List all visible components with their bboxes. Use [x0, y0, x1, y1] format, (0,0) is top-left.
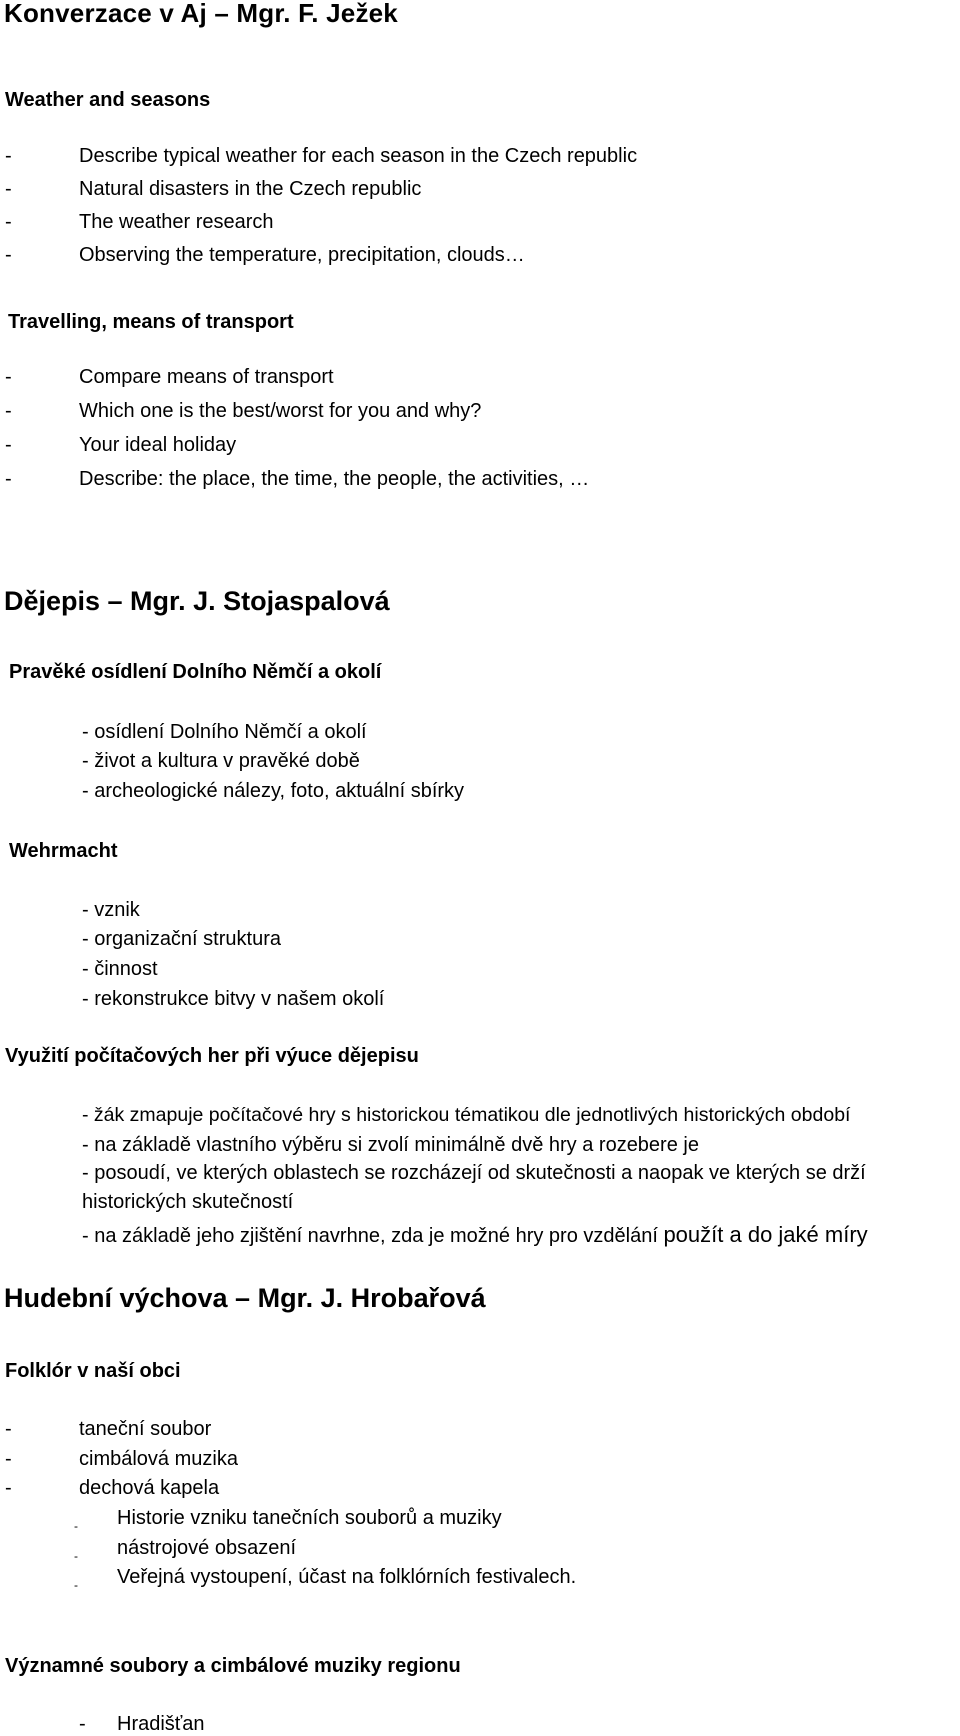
list-item — [5, 434, 236, 457]
list-item — [5, 211, 274, 234]
list-item: - posoudí, ve kterých oblastech se rozcházejí od skutečnosti a naopak ve kterých se drží — [82, 1162, 866, 1184]
list-item-text: Natural disasters in the Czech republic — [79, 178, 422, 200]
list-item-text: Observing the temperature, precipitation, clouds… — [79, 244, 525, 266]
list-item — [5, 145, 637, 168]
list-item-text: The weather research — [79, 211, 274, 233]
bullet-dash: - — [5, 400, 12, 422]
section-heading-history: Dějepis – Mgr. J. Stojaspalová — [4, 586, 390, 616]
bullet-dash: - — [5, 468, 12, 490]
list-item — [82, 1222, 868, 1248]
section-heading-music: Hudební výchova – Mgr. J. Hrobařová — [4, 1283, 486, 1313]
list-item: - organizační struktura — [82, 928, 281, 950]
list-item — [5, 1418, 211, 1441]
list-item: historických skutečností — [82, 1191, 294, 1213]
list-item: - archeologické nálezy, foto, aktuální sbírky — [82, 780, 465, 802]
list-item: - osídlení Dolního Němčí a okolí — [82, 721, 367, 743]
list-item-text: - na základě jeho zjištění navrhne, zda je možné hry pro vzdělání — [82, 1225, 664, 1247]
list-item — [5, 400, 481, 423]
list-item — [5, 1713, 205, 1736]
list-item-text: nástrojové obsazení — [117, 1537, 297, 1559]
bullet-dash: - — [5, 1418, 12, 1440]
topic-title-wehrmacht: Wehrmacht — [9, 840, 118, 862]
list-item: - na základě vlastního výběru si zvolí minimálně dvě hry a rozebere je — [82, 1134, 699, 1156]
bullet-dash-small: - — [74, 1578, 78, 1592]
bullet-dash-small: - — [74, 1519, 78, 1533]
topic-title-computer-games: Využití počítačových her při výuce dějepisu — [5, 1045, 419, 1067]
list-item-text: cimbálová muzika — [79, 1448, 238, 1470]
bullet-dash: - — [5, 244, 12, 266]
list-item-text: Veřejná vystoupení, účast na folklórních festivalech. — [117, 1566, 577, 1588]
list-item — [5, 1477, 219, 1500]
topic-title-travelling: Travelling, means of transport — [8, 311, 294, 333]
bullet-dash-small: - — [74, 1549, 78, 1563]
bullet-dash: - — [5, 366, 12, 388]
list-item — [5, 244, 525, 267]
list-item — [5, 468, 589, 491]
topic-title-weather: Weather and seasons — [5, 89, 211, 111]
topic-title-folklore: Folklór v naší obci — [5, 1360, 181, 1382]
list-item-text: Your ideal holiday — [79, 434, 237, 456]
list-item-text: Which one is the best/worst for you and why? — [79, 400, 482, 422]
list-item: - vznik — [82, 899, 140, 921]
list-item-text: dechová kapela — [79, 1477, 220, 1499]
list-item-text: Historie vzniku tanečních souborů a muziky — [117, 1507, 502, 1529]
bullet-dash: - — [5, 211, 12, 233]
bullet-dash: - — [5, 434, 12, 456]
bullet-dash: - — [79, 1713, 86, 1735]
bullet-dash — [5, 1507, 117, 1533]
list-item-text: Describe typical weather for each season in the Czech republic — [79, 145, 638, 167]
list-item — [5, 1566, 577, 1592]
list-item — [5, 1537, 297, 1563]
section-heading-english: Konverzace v Aj – Mgr. F. Ježek — [4, 0, 398, 28]
list-item: - život a kultura v pravěké době — [82, 750, 360, 772]
list-item — [5, 1507, 502, 1533]
bullet-dash: - — [5, 178, 12, 200]
list-item-text: Compare means of transport — [79, 366, 334, 388]
list-item: - rekonstrukce bitvy v našem okolí — [82, 988, 385, 1010]
bullet-dash: - — [5, 1477, 12, 1499]
list-item: - činnost — [82, 958, 158, 980]
list-item-text: Describe: the place, the time, the people, the activities, … — [79, 468, 590, 490]
bullet-dash — [5, 1566, 117, 1592]
list-item-text: Hradišťan — [117, 1713, 205, 1735]
list-item-text-large: použít a do jaké míry — [663, 1222, 868, 1247]
list-item: - žák zmapuje počítačové hry s historickou tématikou dle jednotlivých historických období — [82, 1104, 851, 1126]
list-item — [5, 366, 334, 389]
bullet-dash: - — [5, 1448, 12, 1470]
bullet-dash — [5, 1537, 117, 1563]
list-item — [5, 178, 421, 201]
topic-title-ensembles: Významné soubory a cimbálové muziky regionu — [5, 1655, 461, 1677]
bullet-dash: - — [5, 145, 12, 167]
list-item — [5, 1448, 238, 1471]
topic-title-prehistoric: Pravěké osídlení Dolního Němčí a okolí — [9, 661, 382, 683]
list-item-text: taneční soubor — [79, 1418, 212, 1440]
